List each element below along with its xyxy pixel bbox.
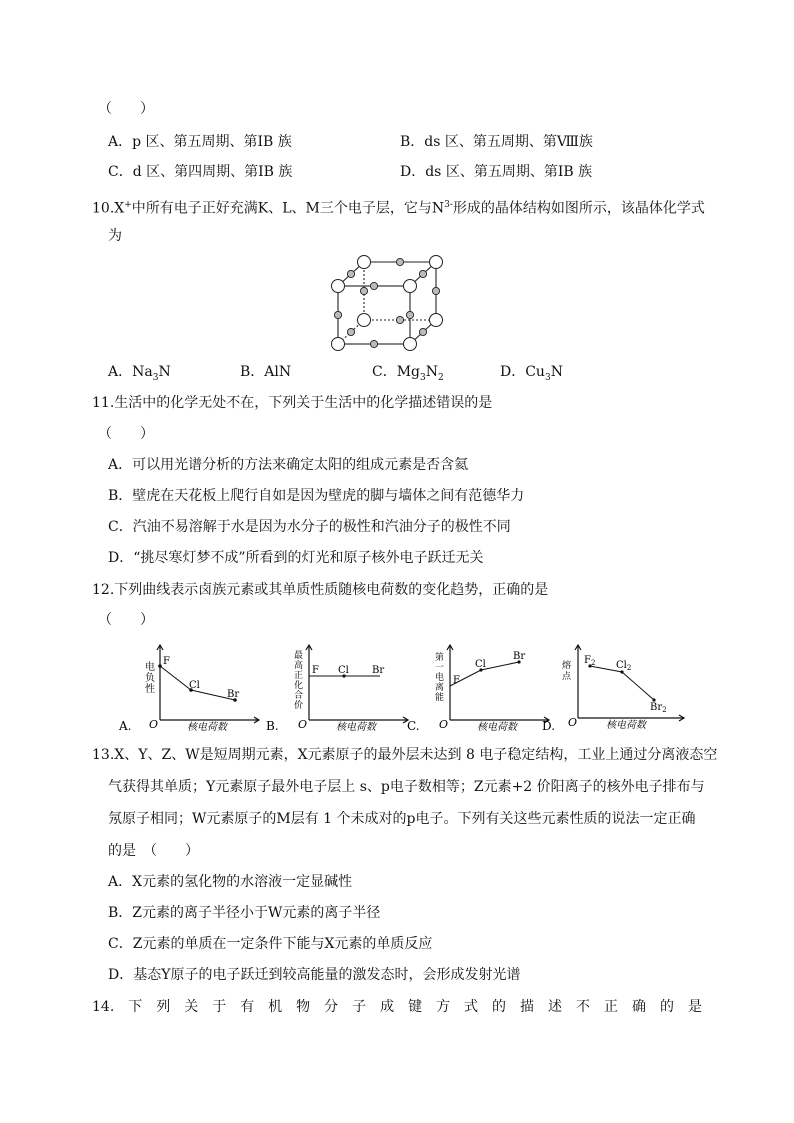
- edge-atom: [396, 258, 403, 265]
- q10-option-d: D．$Cu_3N$: [500, 364, 563, 383]
- graph-a-point-f: [158, 664, 162, 668]
- graph-d: [538, 642, 688, 734]
- edge-atom: [419, 270, 426, 277]
- q12-stem: 12.下列曲线表示卤族元素或其单质性质随核电荷数的变化趋势，正确的是: [92, 582, 549, 598]
- graph-d-letter: D.: [542, 719, 556, 733]
- corner-atom: [332, 280, 345, 293]
- graph-a-xlabel: 核电荷数: [187, 722, 227, 733]
- q10-stem-a: X: [114, 200, 125, 217]
- svg-text:高: 高: [294, 661, 304, 671]
- graph-b-xlabel: 核电荷数: [336, 722, 376, 733]
- edge-atom: [396, 316, 403, 323]
- q14-stem: 14. 下 列 关 于 有 机 物 分 子 成 键 方 式 的 描 述 不 正 确 的 是: [92, 999, 702, 1015]
- corner-atom: [358, 314, 371, 327]
- svg-text:Cl: Cl: [475, 659, 486, 670]
- corner-atom: [404, 338, 417, 351]
- svg-text:第: 第: [435, 653, 445, 663]
- graph-a-letter: A.: [119, 719, 132, 733]
- corner-atom: [430, 314, 443, 327]
- svg-text:F: F: [312, 665, 319, 676]
- edge-atom: [347, 328, 354, 335]
- graph-c-xlabel: 核电荷数: [477, 722, 517, 733]
- graph-a-origin: O: [149, 718, 159, 731]
- q11-stem: 11.生活中的化学无处不在，下列关于生活中的化学描述错误的是: [92, 395, 493, 411]
- q10-stem-b-sup: 3-: [444, 200, 453, 210]
- graph-a-label-cl: Cl: [189, 680, 200, 691]
- q10-stem-line2: 为: [108, 228, 122, 244]
- svg-text:化: 化: [294, 681, 304, 691]
- graph-c-origin: O: [439, 718, 449, 731]
- graph-a-label-br: Br: [227, 689, 240, 700]
- corner-atom: [332, 338, 345, 351]
- edge-atom: [432, 287, 439, 294]
- svg-text:合: 合: [294, 691, 304, 701]
- graph-a-ylabel-char: 电: [145, 662, 155, 673]
- edge-atom: [419, 328, 426, 335]
- graph-a-label-f: F: [163, 656, 170, 667]
- q11-option-d: D．“挑尽寒灯梦不成”所看到的灯光和原子核外电子跃迁无关: [108, 550, 484, 566]
- q9-option-a: A．p 区、第五周期、第ⅠB 族: [108, 134, 292, 150]
- svg-text:一: 一: [435, 663, 445, 673]
- svg-text:Cl2: $Cl_2$: [616, 660, 632, 672]
- q10-option-b: B．AlN: [240, 364, 292, 380]
- edge-atom: [406, 311, 413, 318]
- corner-atom: [430, 256, 443, 269]
- svg-text:Cl: Cl: [338, 665, 349, 676]
- svg-text:F2: $F_2$: [584, 655, 596, 667]
- graph-a-ylabel-char: 性: [145, 684, 155, 695]
- q11-option-b: B．壁虎在天花板上爬行自如是因为壁虎的脚与墙体之间有范德华力: [108, 488, 525, 504]
- q12-paren: （ ）: [98, 612, 154, 628]
- graph-c-letter: C.: [407, 719, 420, 733]
- edge-atom: [334, 311, 341, 318]
- svg-text:最: 最: [294, 651, 304, 661]
- crystal-structure-diagram: [326, 246, 456, 354]
- graph-b-letter: B.: [266, 719, 279, 733]
- svg-text:Br: Br: [372, 665, 385, 676]
- q13-stem-line4: 的是 （ ）: [108, 843, 199, 859]
- graph-c: [403, 642, 556, 734]
- q13-option-b: B．Z元素的离子半径小于W元素的离子半径: [108, 905, 381, 921]
- q10-number: 10.: [92, 200, 115, 217]
- svg-text:正: 正: [294, 671, 304, 681]
- graph-d-origin: O: [568, 716, 578, 729]
- q10-stem-a-sup: +: [124, 200, 132, 210]
- svg-text:Br2: $Br_2$: [650, 702, 667, 714]
- corner-atom: [358, 256, 371, 269]
- q11-paren: （ ）: [98, 426, 154, 442]
- edge-atom: [370, 282, 377, 289]
- graph-b: [262, 642, 412, 734]
- q9-option-d: D．ds 区、第五周期、第ⅠB 族: [400, 164, 593, 180]
- graph-b-origin: O: [298, 718, 308, 731]
- q11-option-a: A．可以用光谱分析的方法来确定太阳的组成元素是否含氦: [108, 457, 469, 473]
- graph-d-xlabel: 核电荷数: [606, 720, 646, 731]
- q9-paren: （ ）: [98, 101, 154, 117]
- graph-a-ylabel-char: 负: [145, 673, 155, 684]
- svg-text:能: 能: [435, 693, 445, 703]
- q13-option-c: C．Z元素的单质在一定条件下能与X元素的单质反应: [108, 936, 433, 952]
- svg-text:电: 电: [435, 673, 445, 683]
- q13-stem-line1: 13.X、Y、Z、W是短周期元素，X元素原子的最外层未达到 8 电子稳定结构，工业上通过分离液态空: [92, 747, 718, 763]
- svg-text:F: F: [453, 675, 460, 686]
- q10-stem: [92, 195, 705, 219]
- q9-option-c: C．d 区、第四周期、第ⅠB 族: [108, 164, 293, 180]
- q13-stem-line2: 气获得其单质；Y元素原子最外电子层上 s、p电子数相等；Z元素+2 价阳离子的核外电子排布与: [108, 779, 705, 795]
- svg-text:熔: 熔: [562, 661, 572, 671]
- q13-stem-line3: 氖原子相同；W元素原子的M层有 1 个未成对的p电子。下列有关这些元素性质的说法一定正确: [108, 811, 696, 827]
- q9-option-b: B．ds 区、第五周期、第Ⅷ族: [400, 134, 593, 150]
- edge-atom: [360, 287, 367, 294]
- q10-stem-c: 形成的晶体结构如图所示，该晶体化学式: [452, 200, 705, 217]
- svg-text:离: 离: [435, 683, 445, 693]
- svg-text:点: 点: [562, 672, 572, 682]
- edge-atom: [347, 270, 354, 277]
- svg-text:价: 价: [294, 701, 304, 711]
- graph-a: [115, 642, 265, 734]
- q10-option-c: C．$Mg_3N_2$: [372, 364, 444, 383]
- q13-option-d: D．基态Y原子的电子跃迁到较高能量的激发态时，会形成发射光谱: [108, 967, 521, 983]
- q10-option-a: A．$Na_3N$: [108, 364, 171, 383]
- q13-option-a: A．X元素的氢化物的水溶液一定显碱性: [108, 874, 353, 890]
- svg-text:Br: Br: [513, 651, 526, 662]
- edge-atom: [370, 340, 377, 347]
- q11-option-c: C．汽油不易溶解于水是因为水分子的极性和汽油分子的极性不同: [108, 519, 511, 535]
- q10-stem-b: 中所有电子正好充满K、L、M三个电子层，它与N: [131, 200, 445, 217]
- corner-atom: [404, 280, 417, 293]
